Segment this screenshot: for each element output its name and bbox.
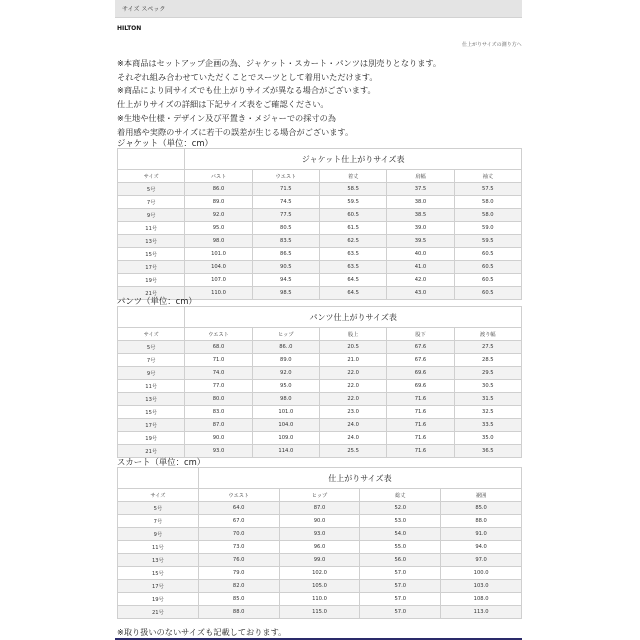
size-cell: 11号	[118, 380, 185, 393]
value-cell: 63.5	[319, 248, 386, 261]
measure-guide-link[interactable]: 仕上がりサイズの測り方へ	[462, 42, 522, 48]
column-header: 袖丈	[454, 170, 521, 183]
value-cell: 61.5	[319, 222, 386, 235]
size-cell: 21号	[118, 606, 199, 619]
value-cell: 74.0	[185, 367, 252, 380]
size-cell: 19号	[118, 432, 185, 445]
value-cell: 85.0	[198, 593, 279, 606]
column-header: 総丈	[360, 489, 441, 502]
table-row	[118, 580, 522, 593]
value-cell: 104.0	[252, 419, 319, 432]
table-row	[118, 567, 522, 580]
table-title-row	[118, 307, 522, 328]
value-cell: 52.0	[360, 502, 441, 515]
value-cell: 67.6	[387, 341, 454, 354]
value-cell: 71.6	[387, 419, 454, 432]
value-cell: 71.5	[252, 183, 319, 196]
value-cell: 43.0	[387, 287, 454, 300]
table-row	[118, 406, 522, 419]
value-cell: 104.0	[185, 261, 252, 274]
value-cell: 64.0	[198, 502, 279, 515]
size-cell: 21号	[118, 287, 185, 300]
value-cell: 73.0	[198, 541, 279, 554]
value-cell: 64.5	[319, 287, 386, 300]
value-cell: 71.6	[387, 445, 454, 458]
table-row	[118, 261, 522, 274]
value-cell: 71.6	[387, 432, 454, 445]
jacket-size-table	[117, 148, 522, 300]
table-row	[118, 380, 522, 393]
size-cell: 19号	[118, 593, 199, 606]
size-cell: 7号	[118, 354, 185, 367]
value-cell: 22.0	[319, 367, 386, 380]
value-cell: 36.5	[454, 445, 521, 458]
value-cell: 41.0	[387, 261, 454, 274]
value-cell: 80.0	[185, 393, 252, 406]
value-cell: 58.0	[454, 196, 521, 209]
value-cell: 88.0	[198, 606, 279, 619]
table-row	[118, 235, 522, 248]
value-cell: 101.0	[185, 248, 252, 261]
value-cell: 24.0	[319, 432, 386, 445]
size-cell: 7号	[118, 515, 199, 528]
value-cell: 69.6	[387, 380, 454, 393]
value-cell: 59.5	[454, 235, 521, 248]
value-cell: 22.0	[319, 393, 386, 406]
value-cell: 86.0	[185, 183, 252, 196]
skirt-size-table	[117, 467, 522, 619]
pants-size-table	[117, 306, 522, 458]
column-header: サイズ	[118, 328, 185, 341]
column-header: 着丈	[319, 170, 386, 183]
value-cell: 93.0	[185, 445, 252, 458]
value-cell: 80.5	[252, 222, 319, 235]
size-cell: 17号	[118, 419, 185, 432]
footer-note: ※取り扱いのないサイズも記載しております。	[117, 627, 287, 637]
table-row	[118, 502, 522, 515]
size-cell: 9号	[118, 528, 199, 541]
value-cell: 38.0	[387, 196, 454, 209]
size-cell: 21号	[118, 445, 185, 458]
skirt-section-title: スカート（単位：cm）	[117, 457, 206, 467]
value-cell: 70.0	[198, 528, 279, 541]
value-cell: 67.0	[198, 515, 279, 528]
column-header: 肩幅	[387, 170, 454, 183]
column-header: 渡り幅	[454, 328, 521, 341]
value-cell: 28.5	[454, 354, 521, 367]
value-cell: 53.0	[360, 515, 441, 528]
table-row	[118, 432, 522, 445]
value-cell: 54.0	[360, 528, 441, 541]
table-row	[118, 274, 522, 287]
value-cell: 24.0	[319, 419, 386, 432]
value-cell: 39.5	[387, 235, 454, 248]
value-cell: 79.0	[198, 567, 279, 580]
spec-header-bar	[115, 0, 522, 18]
table-title-row	[118, 149, 522, 170]
value-cell: 60.5	[454, 248, 521, 261]
size-cell: 5号	[118, 502, 199, 515]
column-header: ウエスト	[185, 328, 252, 341]
value-cell: 87.0	[279, 502, 360, 515]
size-cell: 17号	[118, 580, 199, 593]
value-cell: 33.5	[454, 419, 521, 432]
product-notes	[117, 57, 441, 139]
table-header-row	[118, 170, 522, 183]
table-row	[118, 593, 522, 606]
value-cell: 91.0	[441, 528, 522, 541]
value-cell: 90.5	[252, 261, 319, 274]
value-cell: 22.0	[319, 380, 386, 393]
size-cell: 15号	[118, 248, 185, 261]
value-cell: 23.0	[319, 406, 386, 419]
note-line: ※本商品はセットアップ企画の為、ジャケット・スカート・パンツは別売りとなります。	[117, 58, 442, 68]
value-cell: 57.0	[360, 567, 441, 580]
size-cell: 13号	[118, 393, 185, 406]
size-cell: 9号	[118, 209, 185, 222]
column-header: サイズ	[118, 170, 185, 183]
value-cell: 71.6	[387, 393, 454, 406]
table-row	[118, 354, 522, 367]
value-cell: 87.0	[185, 419, 252, 432]
value-cell: 96.0	[279, 541, 360, 554]
size-cell: 9号	[118, 367, 185, 380]
table-row	[118, 367, 522, 380]
note-line: 着用感や実際のサイズに若干の誤差が生じる場合がございます。	[117, 126, 354, 137]
value-cell: 76.0	[198, 554, 279, 567]
table-title: ジャケット仕上がりサイズ表	[185, 149, 522, 170]
value-cell: 89.0	[185, 196, 252, 209]
value-cell: 69.6	[387, 367, 454, 380]
value-cell: 39.0	[387, 222, 454, 235]
size-cell: 11号	[118, 541, 199, 554]
value-cell: 29.5	[454, 367, 521, 380]
size-cell: 19号	[118, 274, 185, 287]
table-row	[118, 222, 522, 235]
size-cell: 15号	[118, 406, 185, 419]
value-cell: 68.0	[185, 341, 252, 354]
table-corner-cell	[118, 468, 199, 489]
size-cell: 17号	[118, 261, 185, 274]
value-cell: 40.0	[387, 248, 454, 261]
value-cell: 58.5	[319, 183, 386, 196]
value-cell: 71.0	[185, 354, 252, 367]
size-cell: 15号	[118, 567, 199, 580]
value-cell: 21.0	[319, 354, 386, 367]
value-cell: 67.6	[387, 354, 454, 367]
value-cell: 60.5	[319, 209, 386, 222]
table-row	[118, 528, 522, 541]
value-cell: 97.0	[441, 554, 522, 567]
value-cell: 42.0	[387, 274, 454, 287]
table-title: 仕上がりサイズ表	[198, 468, 521, 489]
value-cell: 114.0	[252, 445, 319, 458]
value-cell: 110.0	[279, 593, 360, 606]
spec-header-title: サイズ スペック	[122, 6, 166, 13]
value-cell: 31.5	[454, 393, 521, 406]
value-cell: 98.0	[252, 393, 319, 406]
value-cell: 90.0	[279, 515, 360, 528]
table-row	[118, 248, 522, 261]
value-cell: 115.0	[279, 606, 360, 619]
value-cell: 93.0	[279, 528, 360, 541]
value-cell: 74.5	[252, 196, 319, 209]
table-row	[118, 196, 522, 209]
size-cell: 7号	[118, 196, 185, 209]
value-cell: 62.5	[319, 235, 386, 248]
table-corner-cell	[118, 307, 185, 328]
note-line: それぞれ組み合わせていただくことでスーツとして着用いただけます。	[117, 71, 378, 82]
value-cell: 86..0	[252, 341, 319, 354]
value-cell: 107.0	[185, 274, 252, 287]
value-cell: 37.5	[387, 183, 454, 196]
value-cell: 108.0	[441, 593, 522, 606]
table-title: パンツ仕上がりサイズ表	[185, 307, 522, 328]
table-header-row	[118, 328, 522, 341]
value-cell: 86.5	[252, 248, 319, 261]
value-cell: 60.5	[454, 287, 521, 300]
table-row	[118, 554, 522, 567]
value-cell: 64.5	[319, 274, 386, 287]
size-cell: 5号	[118, 341, 185, 354]
table-row	[118, 393, 522, 406]
value-cell: 59.5	[319, 196, 386, 209]
value-cell: 99.0	[279, 554, 360, 567]
table-title-row	[118, 468, 522, 489]
value-cell: 59.0	[454, 222, 521, 235]
value-cell: 100.0	[441, 567, 522, 580]
value-cell: 83.0	[185, 406, 252, 419]
column-header: ヒップ	[279, 489, 360, 502]
table-row	[118, 606, 522, 619]
column-header: 裾囲	[441, 489, 522, 502]
value-cell: 25.5	[319, 445, 386, 458]
value-cell: 89.0	[252, 354, 319, 367]
size-cell: 13号	[118, 554, 199, 567]
value-cell: 83.5	[252, 235, 319, 248]
table-header-row	[118, 489, 522, 502]
value-cell: 58.0	[454, 209, 521, 222]
value-cell: 85.0	[441, 502, 522, 515]
note-line: ※商品により同サイズでも仕上がりサイズが異なる場合がございます。	[117, 85, 376, 96]
value-cell: 27.5	[454, 341, 521, 354]
table-row	[118, 419, 522, 432]
value-cell: 95.0	[185, 222, 252, 235]
value-cell: 55.0	[360, 541, 441, 554]
column-header: ウエスト	[252, 170, 319, 183]
value-cell: 57.0	[360, 593, 441, 606]
value-cell: 71.6	[387, 406, 454, 419]
size-cell: 5号	[118, 183, 185, 196]
value-cell: 94.5	[252, 274, 319, 287]
value-cell: 98.5	[252, 287, 319, 300]
value-cell: 32.5	[454, 406, 521, 419]
value-cell: 102.0	[279, 567, 360, 580]
table-row	[118, 341, 522, 354]
value-cell: 38.5	[387, 209, 454, 222]
value-cell: 57.5	[454, 183, 521, 196]
value-cell: 77.0	[185, 380, 252, 393]
value-cell: 94.0	[441, 541, 522, 554]
value-cell: 101.0	[252, 406, 319, 419]
value-cell: 92.0	[252, 367, 319, 380]
value-cell: 92.0	[185, 209, 252, 222]
table-row	[118, 209, 522, 222]
value-cell: 56.0	[360, 554, 441, 567]
table-row	[118, 515, 522, 528]
table-corner-cell	[118, 149, 185, 170]
value-cell: 105.0	[279, 580, 360, 593]
value-cell: 60.5	[454, 274, 521, 287]
value-cell: 103.0	[441, 580, 522, 593]
pants-section-title: パンツ（単位：cm）	[117, 296, 197, 306]
value-cell: 20.5	[319, 341, 386, 354]
brand-name: HILTON	[117, 25, 142, 32]
size-cell: 13号	[118, 235, 185, 248]
size-cell: 11号	[118, 222, 185, 235]
value-cell: 95.0	[252, 380, 319, 393]
column-header: ウエスト	[198, 489, 279, 502]
column-header: ヒップ	[252, 328, 319, 341]
value-cell: 82.0	[198, 580, 279, 593]
note-line: ※生地や仕様・デザイン及び平置き・メジャーでの採寸の為	[117, 112, 336, 123]
value-cell: 98.0	[185, 235, 252, 248]
value-cell: 77.5	[252, 209, 319, 222]
value-cell: 110.0	[185, 287, 252, 300]
value-cell: 30.5	[454, 380, 521, 393]
value-cell: 35.0	[454, 432, 521, 445]
column-header: 股上	[319, 328, 386, 341]
value-cell: 90.0	[185, 432, 252, 445]
column-header: サイズ	[118, 489, 199, 502]
note-line: 仕上がりサイズの詳細は下記サイズ表をご確認ください。	[117, 99, 329, 110]
value-cell: 57.0	[360, 606, 441, 619]
column-header: バスト	[185, 170, 252, 183]
value-cell: 63.5	[319, 261, 386, 274]
table-row	[118, 183, 522, 196]
value-cell: 57.0	[360, 580, 441, 593]
value-cell: 88.0	[441, 515, 522, 528]
column-header: 股下	[387, 328, 454, 341]
jacket-section-title: ジャケット（単位：cm）	[117, 138, 213, 148]
table-row	[118, 541, 522, 554]
value-cell: 60.5	[454, 261, 521, 274]
value-cell: 113.0	[441, 606, 522, 619]
value-cell: 109.0	[252, 432, 319, 445]
